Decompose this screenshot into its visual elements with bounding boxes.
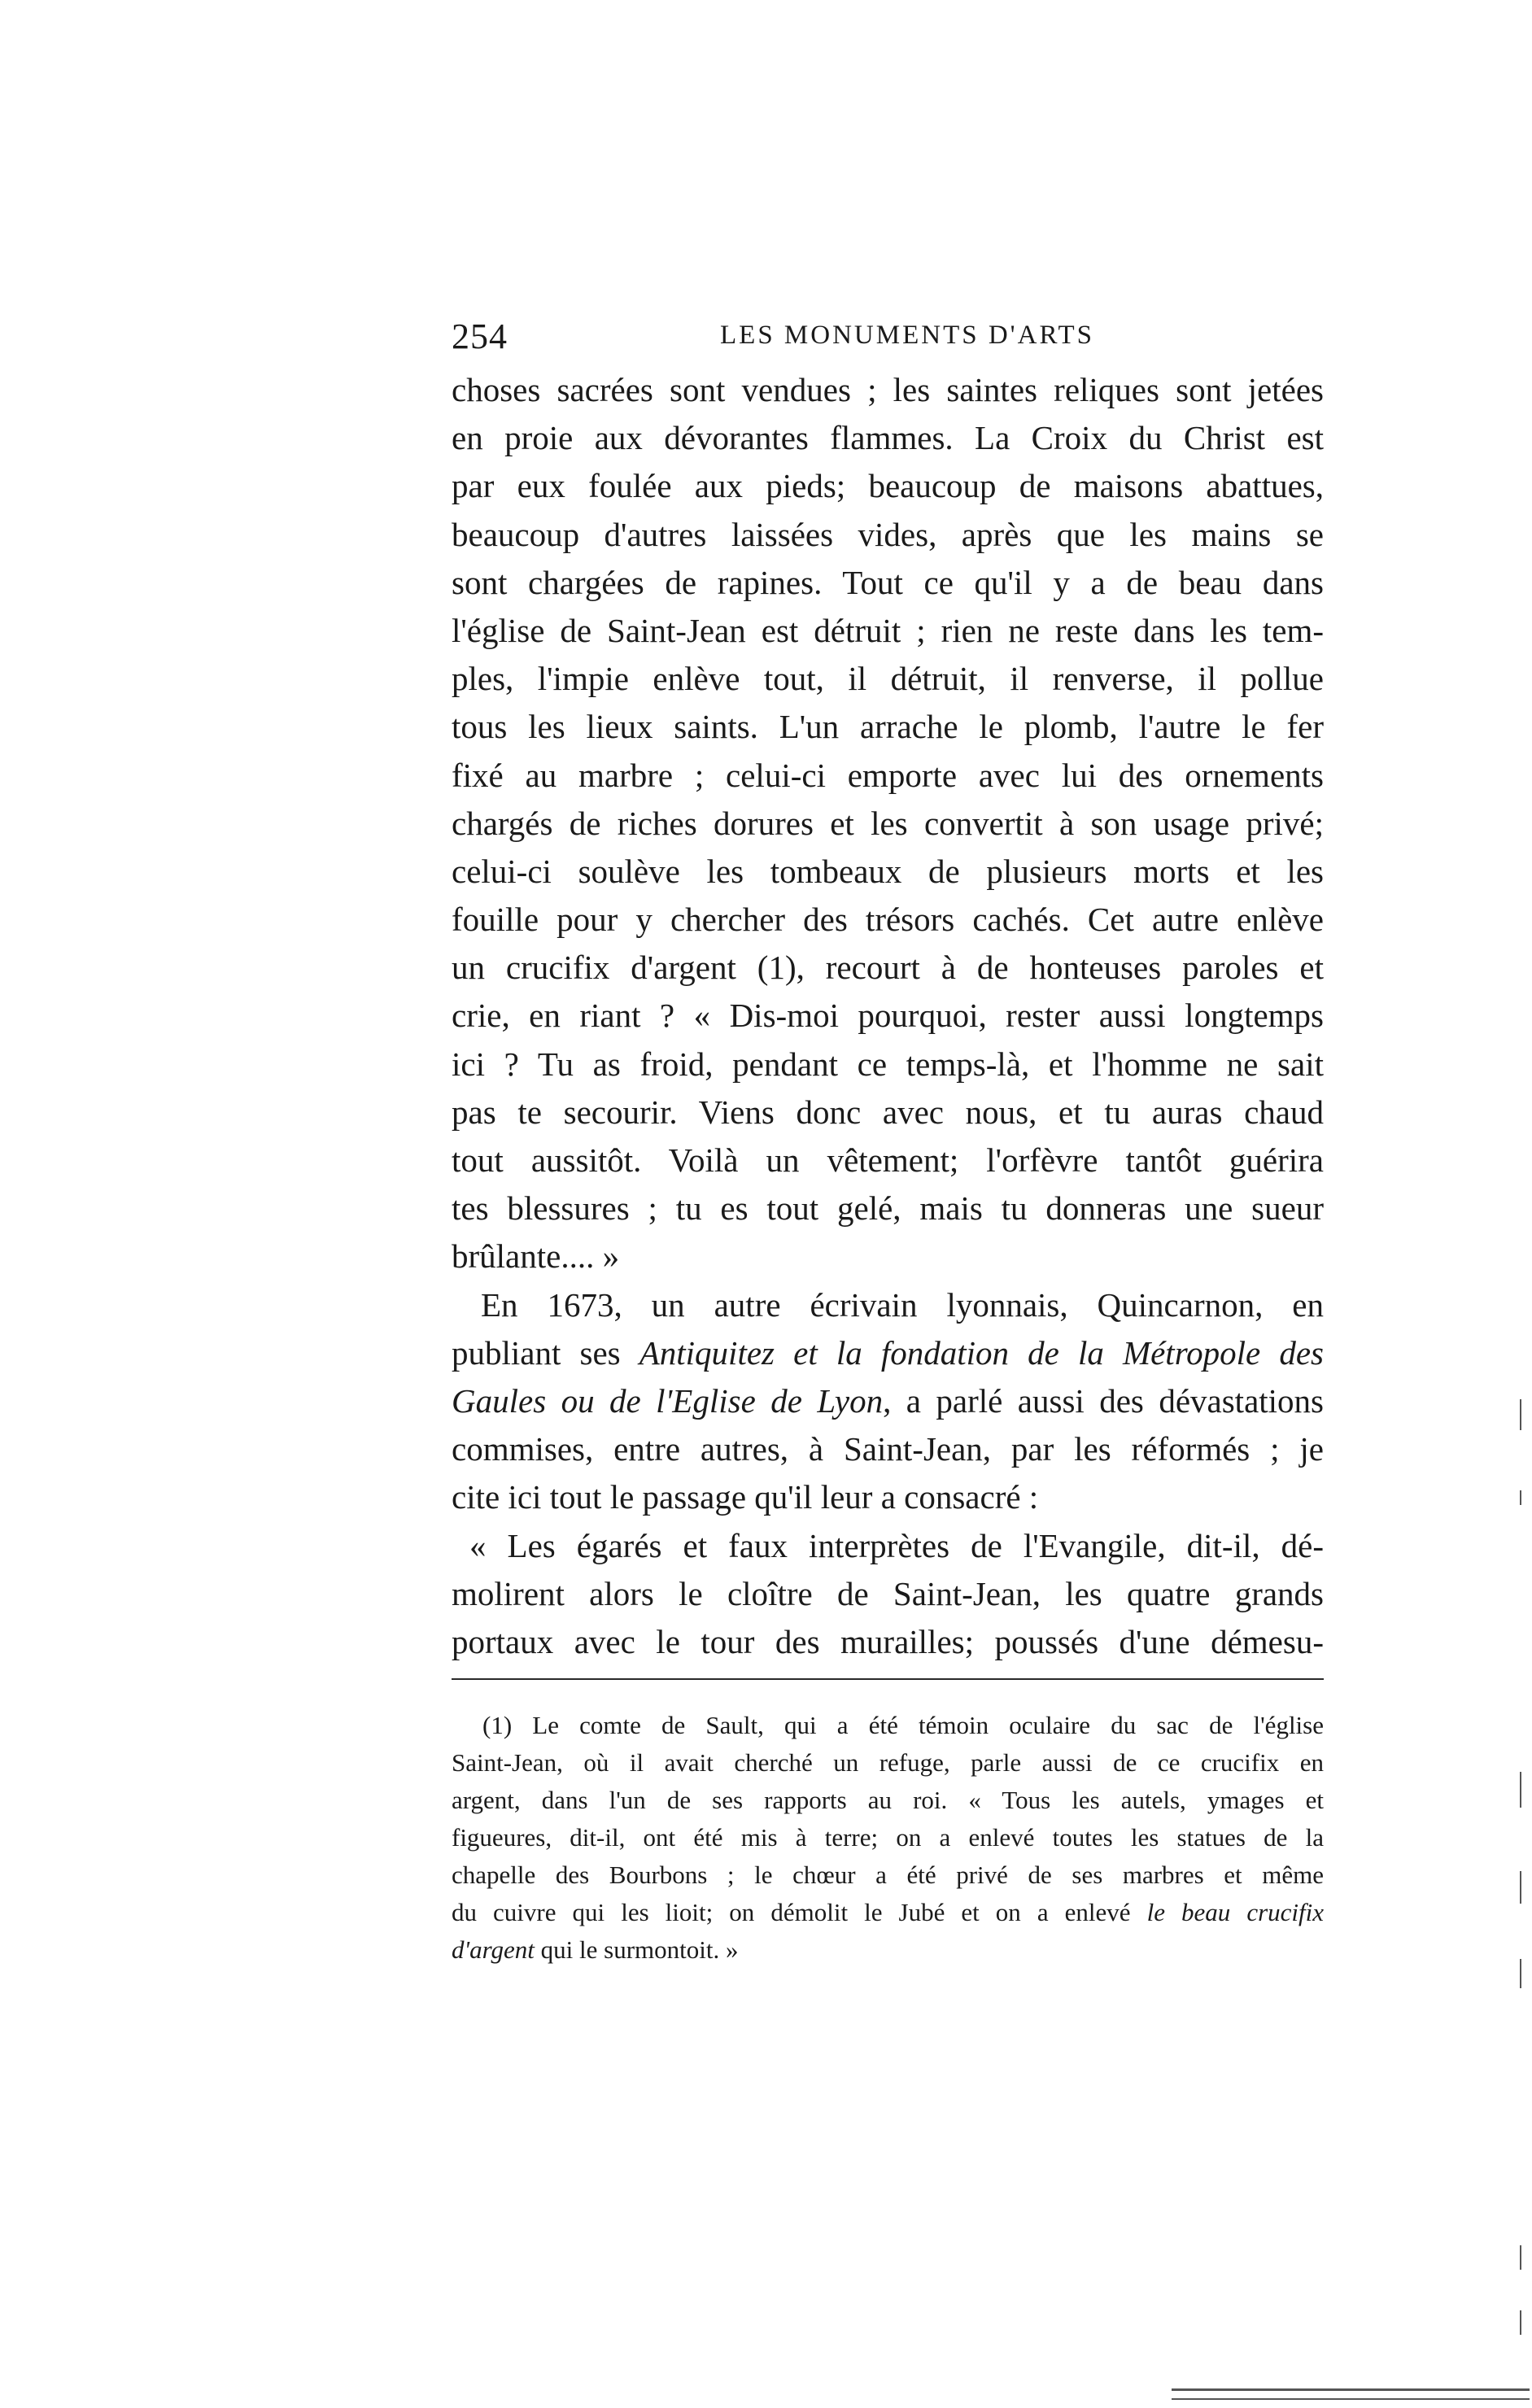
footnote-line: (1) Le comte de Sault, qui a été témoin oculaire du sac de l'église <box>482 1711 1324 1739</box>
text-line: un crucifix d'argent (1), recourt à de honteuses paroles et <box>452 949 1324 987</box>
text-line: ici ? Tu as froid, pendant ce temps-là, et l'homme ne sait <box>452 1045 1324 1083</box>
text-line: crie, en riant ? « Dis-moi pourquoi, rester aussi longtemps <box>452 997 1324 1035</box>
scan-artifact <box>1172 2398 1530 2400</box>
scan-artifact <box>1172 2388 1530 2391</box>
text-run: publiant ses <box>452 1333 639 1372</box>
text-line <box>452 1377 1324 1425</box>
text-line: ples, l'impie enlève tout, il détruit, il renverse, il pollue <box>452 660 1324 698</box>
text-line: sont chargées de rapines. Tout ce qu'il y a de beau dans <box>452 563 1324 601</box>
scan-artifact <box>1520 1959 1521 1988</box>
text-line: fixé au marbre ; celui-ci emporte avec lui des ornements <box>452 756 1324 794</box>
footnote-line <box>452 1931 1324 1969</box>
text-line: brûlante.... » <box>452 1237 620 1276</box>
scan-artifact <box>1520 1871 1521 1904</box>
text-line <box>452 1329 1324 1377</box>
scan-artifact <box>1520 2310 1521 2335</box>
footnote <box>452 1707 1324 1969</box>
page-header <box>452 316 1330 364</box>
text-line: En 1673, un autre écrivain lyonnais, Quincarnon, en <box>481 1285 1324 1324</box>
scan-artifact <box>1520 1399 1521 1430</box>
text-line: chargés de riches dorures et les convertit à son usage privé; <box>452 804 1324 842</box>
footnote-italic: d'argent <box>452 1935 535 1964</box>
text-run: du cuivre qui les lioit; on démolit le Jubé et on a enlevé <box>452 1898 1147 1926</box>
book-title-italic: Gaules ou de l'Eglise de Lyon <box>452 1381 884 1420</box>
text-line: portaux avec le tour des murailles; poussés d'une démesu- <box>452 1622 1324 1660</box>
text-line: fouille pour y chercher des trésors cachés. Cet autre enlève <box>452 901 1324 939</box>
text-line: tous les lieux saints. L'un arrache le plomb, l'autre le fer <box>452 708 1324 746</box>
text-line: pas te secourir. Viens donc avec nous, et tu auras chaud <box>452 1093 1324 1131</box>
text-line: cite ici tout le passage qu'il leur a consacré : <box>452 1478 1039 1516</box>
main-text <box>452 366 1324 1666</box>
text-run: , a parlé aussi des dévastations <box>883 1381 1324 1420</box>
footnote-line: Saint-Jean, où il avait cherché un refuge, parle aussi de ce crucifix en <box>452 1748 1324 1777</box>
footnote-italic: le beau crucifix <box>1146 1898 1324 1926</box>
text-line: par eux foulée aux pieds; beaucoup de maisons abattues, <box>452 467 1324 505</box>
text-line: beaucoup d'autres laissées vides, après que les mains se <box>452 515 1324 553</box>
footnote-line: figueures, dit-il, ont été mis à terre; on a enlevé toutes les statues de la <box>452 1823 1324 1852</box>
text-line: commises, entre autres, à Saint-Jean, par les réformés ; je <box>452 1430 1324 1468</box>
text-line: molirent alors le cloître de Saint-Jean, les quatre grands <box>452 1574 1324 1612</box>
page-number: 254 <box>452 316 508 356</box>
footnote-line: argent, dans l'un de ses rapports au roi. « Tous les autels, ymages et <box>452 1786 1324 1814</box>
running-head: LES MONUMENTS D'ARTS <box>720 321 1094 350</box>
text-line: tes blessures ; tu es tout gelé, mais tu donneras une sueur <box>452 1189 1324 1228</box>
scan-artifact <box>1520 1772 1521 1808</box>
text-line: celui-ci soulève les tombeaux de plusieurs morts et les <box>452 852 1324 890</box>
text-run: qui le surmontoit. » <box>534 1935 739 1964</box>
text-line: « Les égarés et faux interprètes de l'Evangile, dit-il, dé- <box>469 1526 1324 1564</box>
footnote-line <box>452 1894 1324 1931</box>
book-title-italic: Antiquitez et la fondation de la Métropole des <box>639 1333 1324 1372</box>
footnote-line: chapelle des Bourbons ; le chœur a été privé de ses marbres et même <box>452 1861 1324 1889</box>
text-line: en proie aux dévorantes flammes. La Croix du Christ est <box>452 419 1324 457</box>
footnote-rule <box>452 1678 1324 1680</box>
scan-artifact <box>1520 1490 1521 1505</box>
text-line: choses sacrées sont vendues ; les saintes reliques sont jetées <box>452 371 1324 408</box>
text-line: l'église de Saint-Jean est détruit ; rien ne reste dans les tem- <box>452 611 1324 649</box>
scan-artifact <box>1520 2245 1521 2270</box>
text-line: tout aussitôt. Voilà un vêtement; l'orfèvre tantôt guérira <box>452 1141 1324 1179</box>
